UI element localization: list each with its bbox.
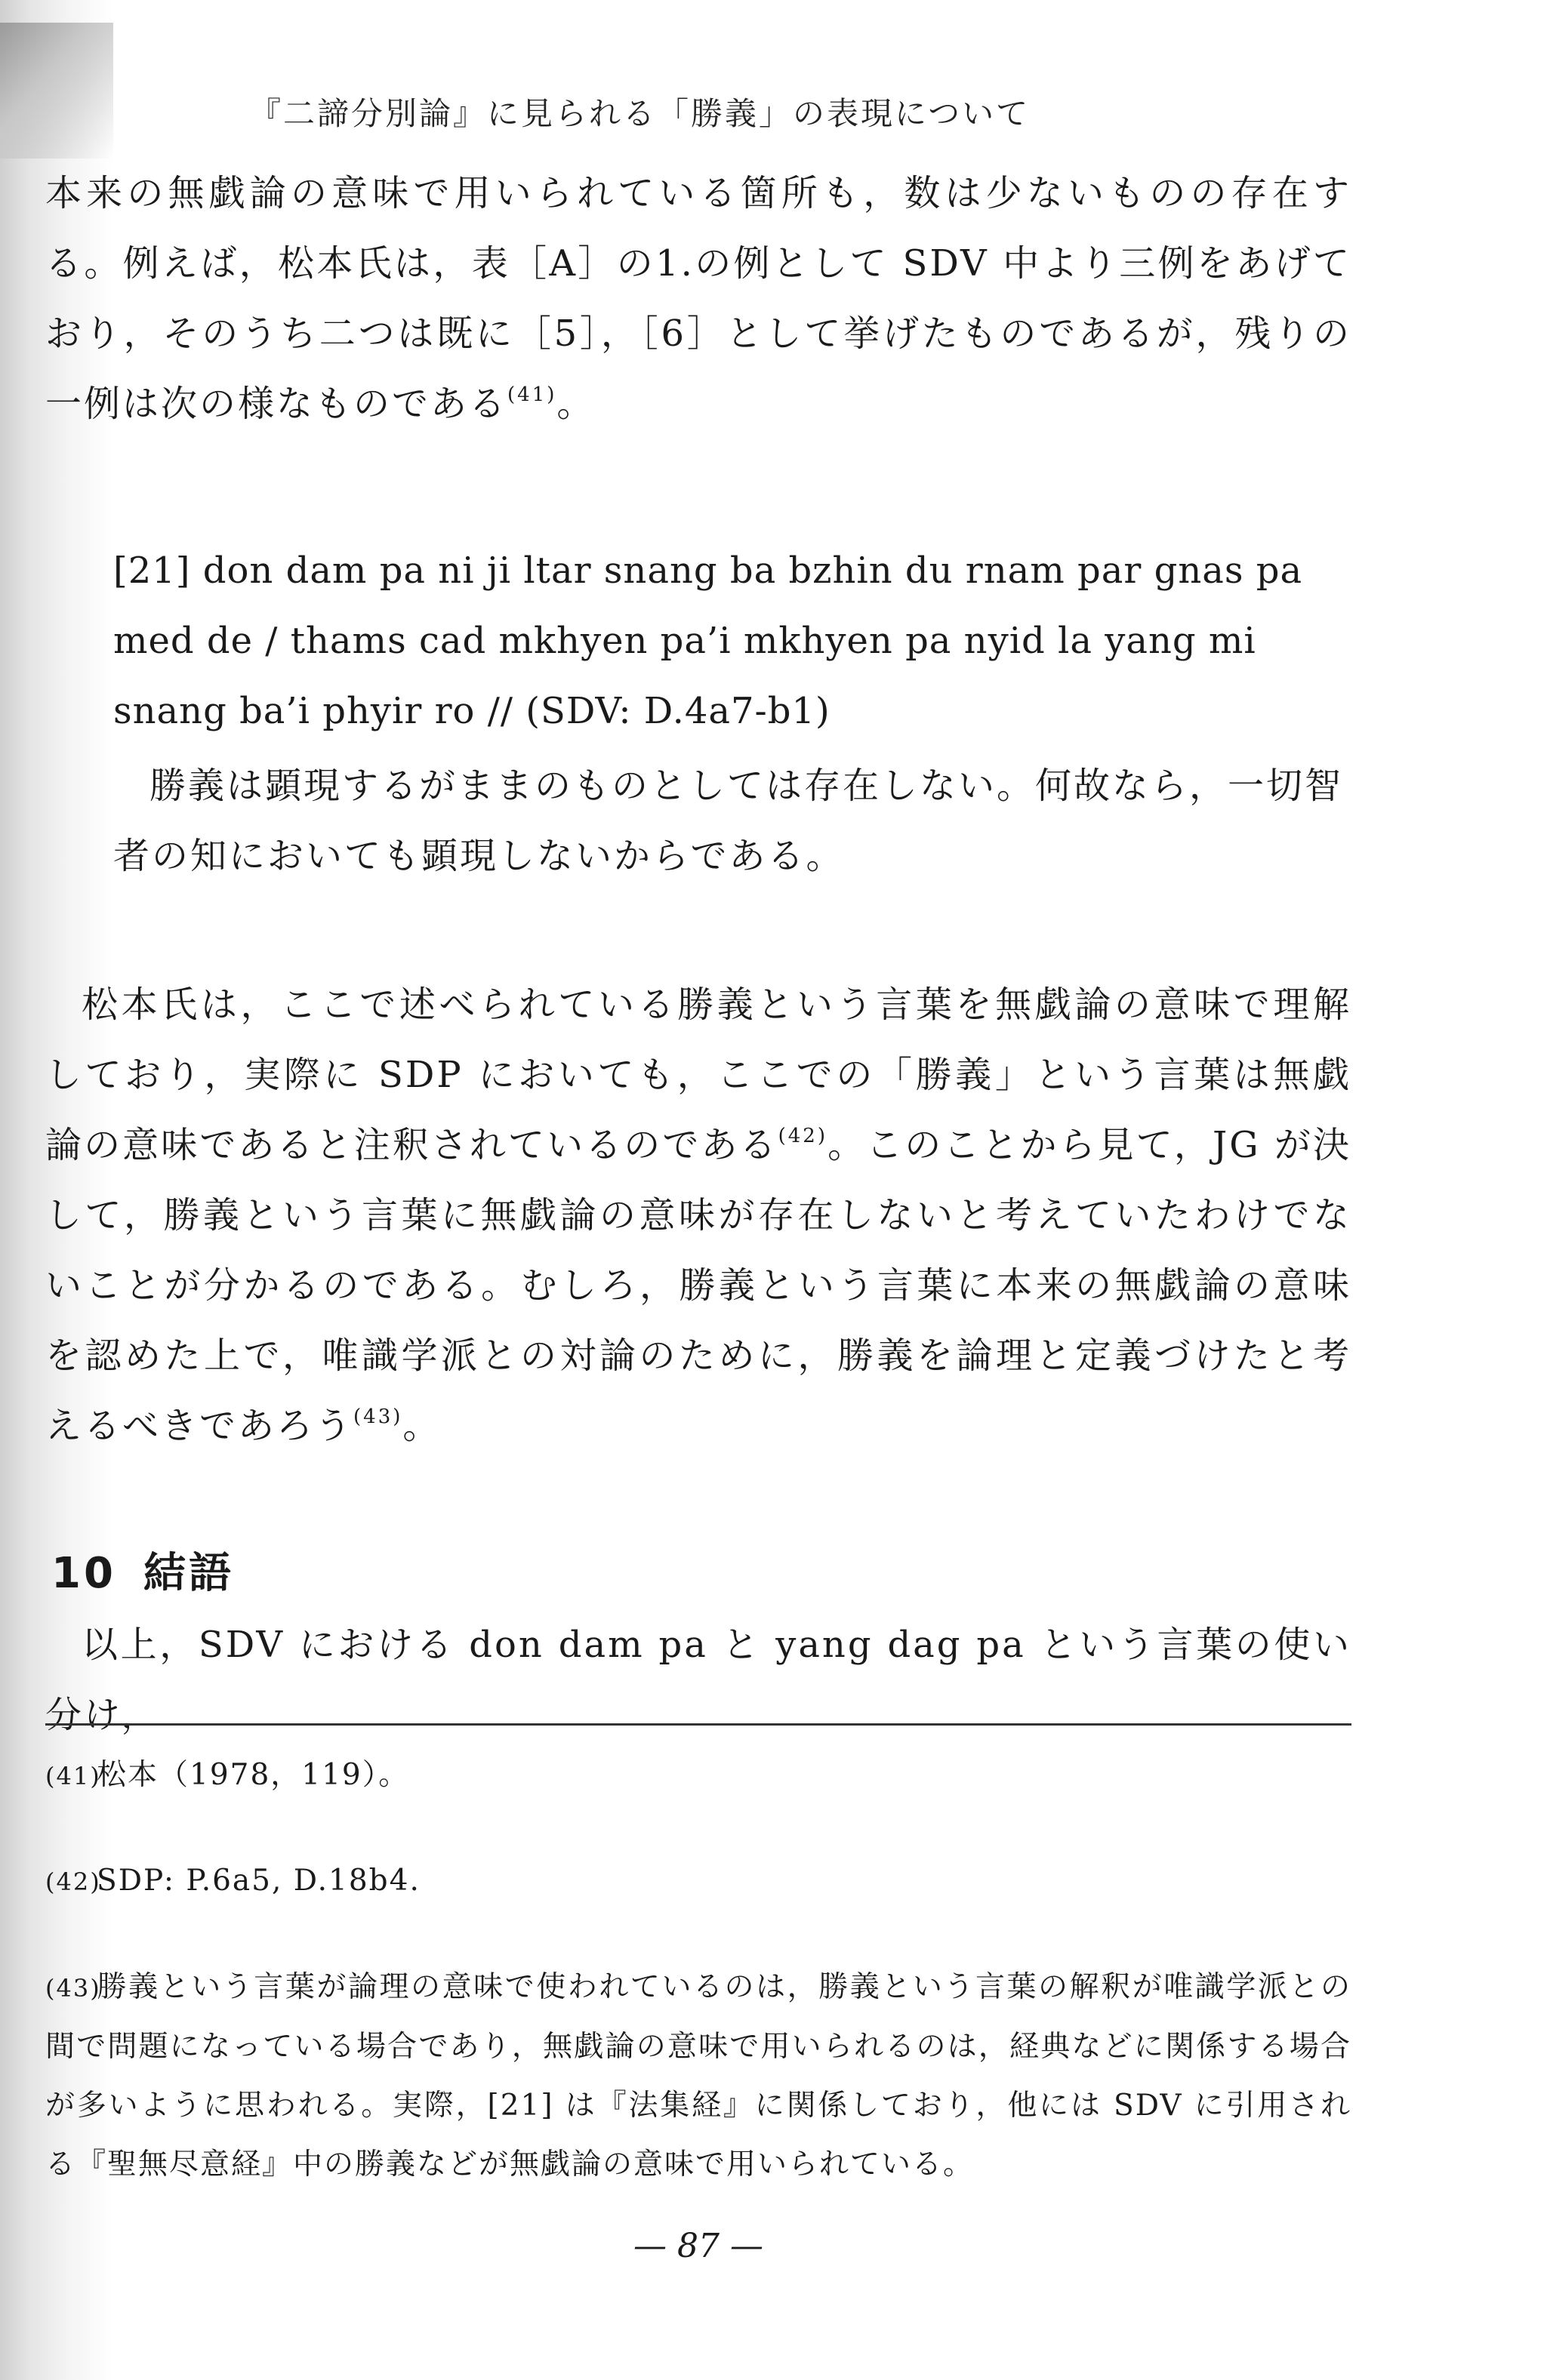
footnote-43 — [45, 1958, 1351, 2194]
section-title: 結語 — [143, 1549, 234, 1598]
paragraph-2-text-a: 松本氏は，ここで述べられている勝義という言葉を無戯論の意味で理解しており，実際に SDP においても，ここでの「勝義」という言葉は無戯論の意味であると注釈されているのである — [45, 984, 1351, 1166]
running-header: 『二諦分別論』に見られる「勝義」の表現について — [249, 95, 1031, 132]
scan-shadow-corner — [0, 23, 113, 159]
footnote-mark: (41) — [45, 1762, 101, 1790]
page-number: — 87 — — [633, 2227, 763, 2265]
footnote-divider — [45, 1723, 1351, 1726]
paragraph-2-text-b: 。このことから見て，JG が決して，勝義という言葉に無戯論の意味が存在しないと考えていたわけでないことが分かるのである。むしろ，勝義という言葉に本来の無戯論の意味を認めた上で，唯識学派との対論のために，勝義を論理と定義づけたと考えるべきであろう — [45, 1124, 1351, 1447]
footnote-mark: (42) — [45, 1867, 101, 1896]
paragraph-1-end: 。 — [556, 383, 596, 425]
footnote-mark: (43) — [45, 1974, 101, 2003]
paragraph-3: 以上，SDV における don dam pa と yang dag pa という言葉の使い分け， — [45, 1624, 1351, 1736]
note-ref-43: (43) — [353, 1406, 403, 1428]
note-ref-41: (41) — [507, 383, 557, 406]
example-21-translation: 勝義は顕現するがままのものとしては存在しない。何故なら，一切智者の知においても顕現しないからである。 — [113, 765, 1344, 877]
footnote-42 — [45, 1852, 1351, 1911]
section-number: 10 — [51, 1549, 116, 1598]
example-21: [21] don dam pa ni ji ltar snang ba bzhin du rnam par gnas pa med de / thams cad mkhyen pa’i mkhyen pa nyid la yang mi snang ba’i phyir ro // (SDV: D.4a7-b1) — [113, 550, 1303, 732]
paragraph-2 — [45, 970, 1351, 1461]
note-ref-42: (42) — [778, 1125, 827, 1147]
footnote-text: SDP: P.6a5, D.18b4. — [97, 1864, 421, 1898]
section-heading — [51, 1540, 234, 1600]
footnote-text: 勝義という言葉が論理の意味で使われているのは，勝義という言葉の解釈が唯識学派との間で問題になっている場合であり，無戯論の意味で用いられるのは，経典などに関係する場合が多いように思われる。実際，[21] は『法集経』に関係しており，他には SDV に引用される『聖無尽意経』中の勝義などが無戯論の意味で用いられている。 — [45, 1970, 1351, 2181]
footnote-text: 松本（1978，119）。 — [97, 1758, 410, 1792]
paragraph-1-text: 本来の無戯論の意味で用いられている箇所も，数は少ないものの存在する。例えば，松本氏は，表［A］の1.の例として SDV 中より三例をあげており，そのうち二つは既に［5］，［6］として挙げたものであるが，残りの一例は次の様なものである — [45, 172, 1351, 425]
paragraph-1 — [45, 159, 1351, 439]
paragraph-2-end: 。 — [402, 1405, 442, 1447]
footnote-41 — [45, 1746, 1351, 1806]
